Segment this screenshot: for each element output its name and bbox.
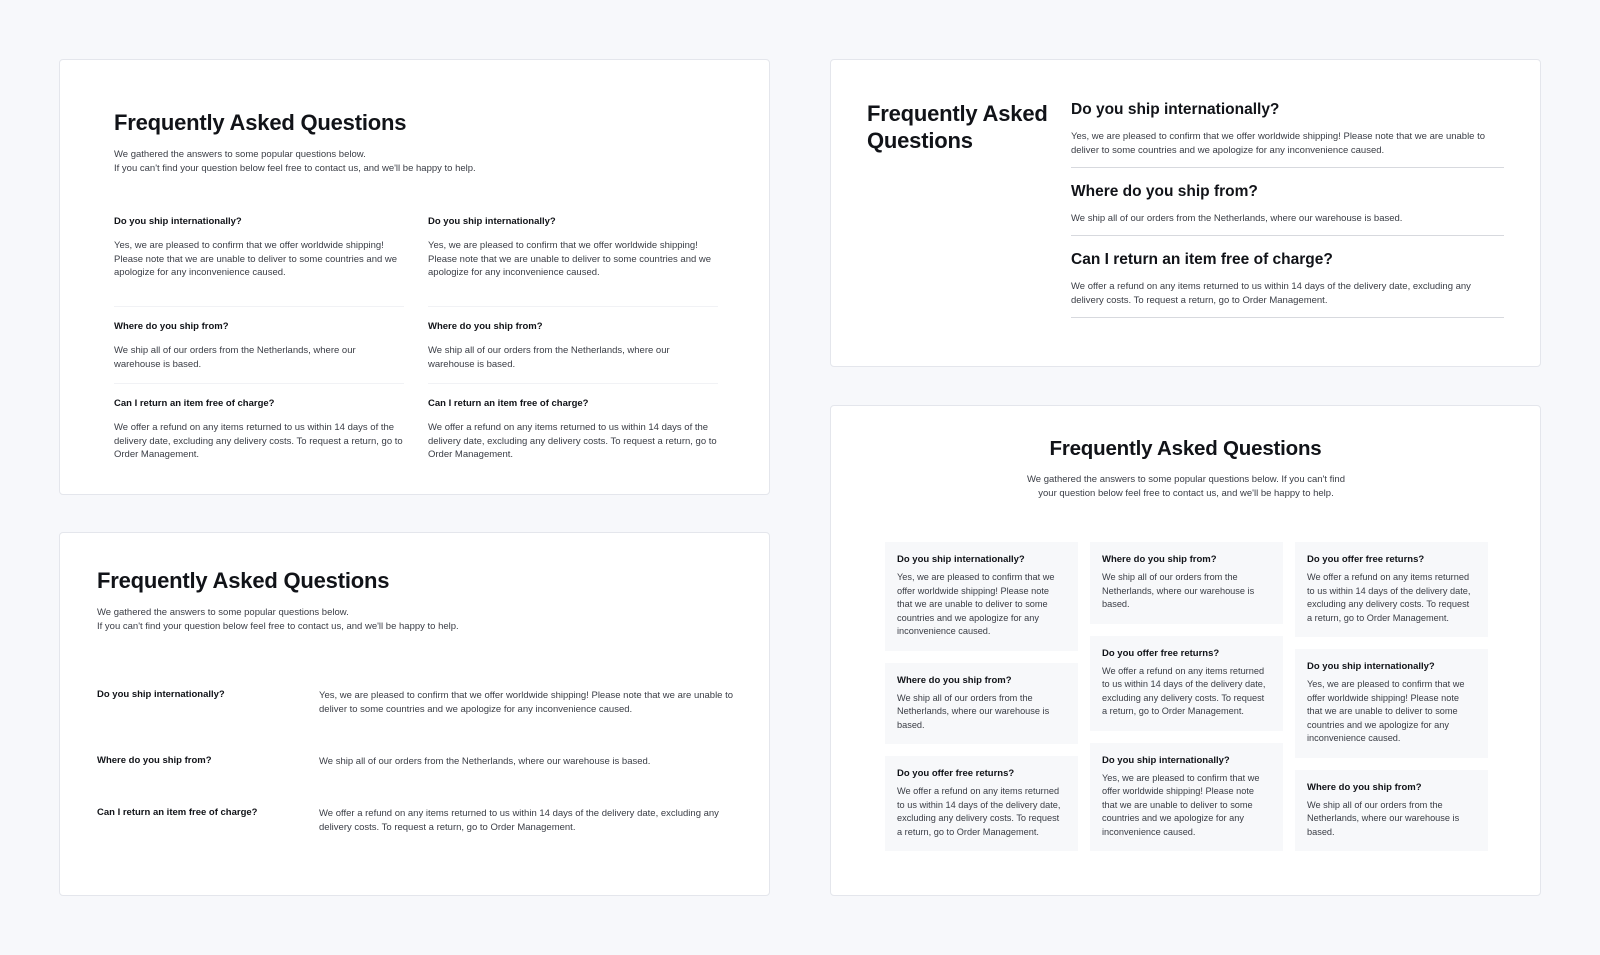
faq-item[interactable]	[114, 307, 404, 384]
faq-column-right	[428, 216, 718, 462]
faq-question: Can I return an item free of charge?	[428, 398, 589, 409]
faq-question: Do you ship internationally?	[97, 689, 225, 700]
faq-tile[interactable]	[1090, 542, 1283, 624]
faq-answer: We offer a refund on any items returned to us within 14 days of the delivery date, excluding any delivery costs. To request a return, go to Order Management.	[114, 422, 403, 460]
faq-answer: Yes, we are pleased to confirm that we offer worldwide shipping! Please note that we are unable to deliver to some countries and we apologize for any inconvenience caused.	[1071, 131, 1486, 156]
faq-list	[1071, 100, 1504, 332]
faq-tile[interactable]	[885, 542, 1078, 651]
faq-tile[interactable]	[1295, 770, 1488, 852]
faq-question: Do you offer free returns?	[1102, 647, 1220, 659]
faq-answer: Yes, we are pleased to confirm that we offer worldwide shipping! Please note that we are unable to deliver to some countries and we apologize for any inconvenience caused.	[114, 240, 398, 278]
faq-item[interactable]	[428, 384, 718, 462]
faq-card-side-title	[830, 59, 1541, 367]
faq-question: Do you offer free returns?	[897, 768, 1015, 779]
faq-subtitle-line-2: If you can't find your question below feel free to contact us, and we'll be happy to help.	[114, 163, 476, 174]
faq-subtitle	[114, 148, 674, 176]
faq-question: Where do you ship from?	[114, 321, 229, 332]
faq-tile[interactable]	[885, 663, 1078, 745]
faq-answer: We offer a refund on any items returned to us within 14 days of the delivery date, excluding any delivery costs. To request a return, go to Order Management.	[897, 786, 1061, 837]
faq-answer: We ship all of our orders from the Netherlands, where our warehouse is based.	[897, 692, 1050, 730]
faq-item[interactable]	[114, 216, 404, 307]
faq-subtitle-line-1: We gathered the answers to some popular questions below.	[114, 149, 366, 160]
faq-item[interactable]	[114, 384, 404, 462]
faq-tile[interactable]	[1090, 636, 1283, 731]
faq-title: Frequently Asked Questions	[867, 101, 1048, 153]
faq-card-two-column	[59, 59, 770, 495]
faq-tile-column	[1090, 542, 1283, 851]
faq-question: Do you ship internationally?	[897, 554, 1025, 565]
faq-subtitle-line-1: We gathered the answers to some popular questions below.	[97, 607, 349, 618]
faq-answer: We offer a refund on any items returned to us within 14 days of the delivery date, excluding any delivery costs. To request a return, go to Order Management.	[1102, 665, 1266, 716]
faq-question: Can I return an item free of charge?	[97, 807, 258, 818]
faq-tile[interactable]	[1295, 649, 1488, 758]
faq-tile[interactable]	[1090, 743, 1283, 852]
faq-column-left	[114, 216, 404, 462]
faq-item[interactable]	[428, 216, 718, 307]
faq-question: Do you ship internationally?	[1102, 754, 1230, 766]
faq-item[interactable]	[1071, 100, 1504, 168]
faq-tile-grid	[885, 542, 1489, 851]
faq-question: Can I return an item free of charge?	[114, 398, 275, 409]
faq-question: Do you ship internationally?	[428, 216, 556, 227]
faq-card-tiles	[830, 405, 1541, 896]
faq-answer: Yes, we are pleased to confirm that we offer worldwide shipping! Please note that we are unable to deliver to some countries and we apologize for any inconvenience caused.	[428, 240, 712, 278]
faq-question: Do you ship internationally?	[114, 216, 242, 227]
faq-question: Do you ship internationally?	[1071, 101, 1280, 118]
faq-answer: Yes, we are pleased to confirm that we offer worldwide shipping! Please note that we are unable to deliver to some countries and we apologize for any inconvenience caused.	[897, 572, 1055, 636]
faq-item[interactable]	[1071, 182, 1504, 236]
faq-answer: Yes, we are pleased to confirm that we offer worldwide shipping! Please note that we are unable to deliver to some countries and we apologize for any inconvenience caused.	[319, 690, 734, 715]
faq-question: Where do you ship from?	[1071, 183, 1258, 200]
faq-question: Do you ship internationally?	[1307, 661, 1435, 672]
faq-question: Can I return an item free of charge?	[1071, 251, 1333, 268]
faq-item[interactable]	[1071, 250, 1504, 318]
faq-subtitle: We gathered the answers to some popular questions below. If you can't find your question below feel free to contact us, and we'll be happy to help.	[1027, 474, 1345, 499]
faq-card-rows	[59, 532, 770, 896]
faq-question: Where do you ship from?	[897, 674, 1012, 686]
faq-question: Where do you ship from?	[97, 755, 212, 766]
faq-answer: We ship all of our orders from the Netherlands, where our warehouse is based.	[1307, 799, 1460, 837]
faq-answer: We ship all of our orders from the Netherlands, where our warehouse is based.	[319, 756, 651, 767]
faq-answer: We offer a refund on any items returned to us within 14 days of the delivery date, excluding any delivery costs. To request a return, go to Order Management.	[428, 422, 717, 460]
faq-question: Do you offer free returns?	[1307, 554, 1425, 565]
faq-answer: We ship all of our orders from the Netherlands, where our warehouse is based.	[1102, 572, 1255, 609]
faq-answer: Yes, we are pleased to confirm that we offer worldwide shipping! Please note that we are unable to deliver to some countries and we apologize for any inconvenience caused.	[1307, 679, 1465, 743]
faq-subtitle	[97, 606, 657, 634]
faq-subtitle-line-2: If you can't find your question below feel free to contact us, and we'll be happy to help.	[97, 621, 459, 632]
faq-title: Frequently Asked Questions	[1049, 437, 1322, 460]
faq-answer: We offer a refund on any items returned to us within 14 days of the delivery date, excluding any delivery costs. To request a return, go to Order Management.	[1071, 281, 1471, 306]
faq-answer: We offer a refund on any items returned to us within 14 days of the delivery date, excluding any delivery costs. To request a return, go to Order Management.	[319, 808, 719, 833]
faq-tile-column	[1295, 542, 1488, 851]
faq-tile-column	[885, 542, 1078, 851]
faq-question: Where do you ship from?	[428, 321, 543, 332]
faq-title: Frequently Asked Questions	[114, 110, 407, 135]
faq-answer: We ship all of our orders from the Netherlands, where our warehouse is based.	[428, 345, 670, 370]
faq-answer: We ship all of our orders from the Netherlands, where our warehouse is based.	[1071, 213, 1403, 224]
faq-tile[interactable]	[1295, 542, 1488, 637]
faq-tile[interactable]	[885, 756, 1078, 851]
faq-answer: We offer a refund on any items returned to us within 14 days of the delivery date, excluding any delivery costs. To request a return, go to Order Management.	[1307, 572, 1471, 623]
faq-item[interactable]	[428, 307, 718, 384]
faq-answer: Yes, we are pleased to confirm that we offer worldwide shipping! Please note that we are unable to deliver to some countries and we apologize for any inconvenience caused.	[1102, 772, 1260, 837]
faq-answer: We ship all of our orders from the Netherlands, where our warehouse is based.	[114, 345, 356, 370]
faq-title: Frequently Asked Questions	[97, 568, 390, 593]
faq-question: Where do you ship from?	[1307, 781, 1422, 793]
faq-question: Where do you ship from?	[1102, 554, 1217, 565]
